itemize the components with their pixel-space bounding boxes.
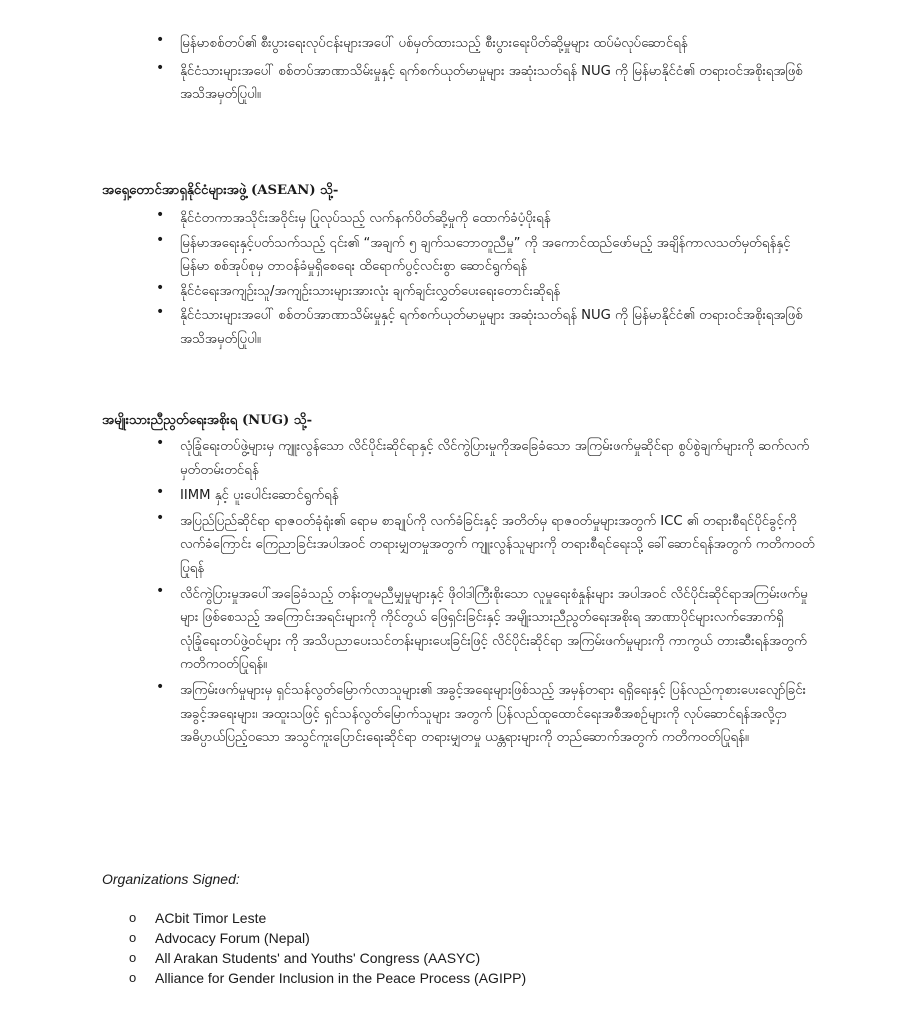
list-item: [156, 435, 820, 482]
asean-heading: အရှေ့တောင်အာရှနိုင်ငံများအဖွဲ့ (ASEAN) သို့-: [102, 183, 339, 198]
hollow-bullet-icon: o: [129, 910, 137, 925]
bullet-icon: •: [156, 582, 165, 599]
bullet-icon: •: [156, 435, 165, 451]
nug-heading: အမျိုးသားညီညွတ်ရေးအစိုးရ (NUG) သို့-: [102, 413, 313, 428]
list-item: [156, 32, 820, 56]
list-item-text: နိုင်ငံသားများအပေါ် စစ်တပ်အာဏာသိမ်းမှုနှင့် ရက်စက်ယုတ်မာမှုများ အဆုံးသတ်ရန် NUG ကို မြန်မာနိုင်ငံ၏ တရားဝင်အစိုးရအဖြစ်အသိအမှတ်ပြုပါ။: [180, 308, 803, 347]
hollow-bullet-icon: o: [129, 930, 137, 945]
bullet-icon: •: [156, 231, 165, 248]
bullet-icon: •: [156, 279, 165, 296]
bullet-icon: •: [156, 207, 165, 223]
organizations-list: [129, 908, 527, 988]
organization-name: ACbit Timor Leste: [155, 910, 267, 926]
list-item: [156, 59, 820, 107]
list-item-text: နိုင်ငံသားများအပေါ် စစ်တပ်အာဏာသိမ်းမှုနှင့် ရက်စက်ယုတ်မာမှုများ အဆုံးသတ်ရန် NUG ကို မြန်မာနိုင်ငံ၏ တရားဝင်အစိုးရအဖြစ်အသိအမှတ်ပြုပါ။: [180, 63, 803, 103]
organization-item: [129, 948, 526, 968]
asean-bullet-list: [156, 207, 820, 353]
bullet-icon: •: [156, 59, 165, 76]
intro-bullet-list: [156, 32, 820, 111]
list-item-text: အပြည်ပြည်ဆိုင်ရာ ရာဇဝတ်ခုံရုံး၏ ရောမ စာချုပ်ကို လက်ခံခြင်းနှင့် အတိတ်မှ ရာဇဝတ်မှုများအတွက် ICC ၏ တရားစီရင်ပိုင်ခွင့်ကို လက်ခံကြောင်း ကြေညာခြင်းအပါအဝင် တရားမျှတမှုအတွက် ကျူးလွန်သူများကို တရားစီရင်ရေးသို့ ခေါ်ဆောင်ရန်အတွက် ကတိကဝတ်ပြုရန်: [180, 513, 815, 576]
list-item-text: မြန်မာအရေးနှင့်ပတ်သက်သည့် ၎င်း၏ “အချက် ၅ ချက်သဘောတူညီမှု” ကို အကောင်ထည်ဖော်မည့် အချိန်ကာလသတ်မှတ်ရန်နှင့် မြန်မာ စစ်အုပ်စုမှ တာဝန်ခံမှုရှိစေရေး ထိရောက်ပွင့်လင်းစွာ ဆောင်ရွက်ရန်: [180, 235, 791, 275]
organization-name: Advocacy Forum (Nepal): [155, 930, 310, 946]
list-item-text: IIMM နှင့် ပူးပေါင်းဆောင်ရွက်ရန်: [180, 488, 339, 504]
list-item: [156, 678, 820, 750]
list-item: [156, 582, 820, 677]
hollow-bullet-icon: o: [129, 950, 137, 965]
list-item: [156, 207, 820, 231]
list-item-text: လုံခြုံရေးတပ်ဖွဲ့များမှ ကျူးလွန်သော လိင်ပိုင်းဆိုင်ရာနှင့် လိင်ကွဲပြားမှုကိုအခြေခံသော အကြမ်းဖက်မှုဆိုင်ရာ စွပ်စွဲချက်များကို ဆက်လက်မှတ်တမ်းတင်ရန်: [180, 439, 810, 478]
list-item-text: လိင်ကွဲပြားမှုအပေါ်အခြေခံသည့် တန်းတူမညီမျှမှုများနှင့် ဖိုဝါဒါကြီးစိုးသော လူမှုရေးစံနှုန်းများ အပါအဝင် လိင်ပိုင်းဆိုင်ရာအကြမ်းဖက်မှုများ ဖြစ်စေသည့် အကြောင်းအရင်းများကို ကိုင်တွယ် ဖြေရှင်းခြင်းနှင့် အမျိုးသားညီညွတ်ရေးအစိုးရ အာဏာပိုင်များလက်အောက်ရှိ လုံခြုံရေးတပ်ဖွဲ့ဝင်များ ကို အသိပညာပေးသင်တန်းများပေးခြင်းဖြင့် လိင်ပိုင်းဆိုင်ရာ အကြမ်းဖက်မှုများကို ကာကွယ် တားဆီးရန်အတွက် ကတိကဝတ်ပြုရန်။: [180, 586, 808, 673]
bullet-icon: •: [156, 678, 165, 695]
bullet-icon: •: [156, 304, 165, 321]
list-item-text: အကြမ်းဖက်မှုများမှ ရှင်သန်လွတ်မြောက်လာသူများ၏ အခွင့်အရေးများဖြစ်သည့် အမှန်တရား ရရှိရေးနှင့် ပြန်လည်ကုစားပေးလျော်ခြင်း အခွင့်အရေးများ၊ အထူးသဖြင့် ရှင်သန်လွတ်မြောက်သူများ အတွက် ပြန်လည်ထူထောင်ရေးအစီအစဉ်များကို လုပ်ဆောင်ရန်အလို့ငှာ အဓိပ္ပာယ်ပြည့်ဝသော အသွင်ကူးပြောင်းရေးဆိုင်ရာ တရားမျှတမှု ယန္တရားများကို တည်ဆောက်အတွက် ကတိကဝတ်ပြုရန်။: [180, 682, 807, 746]
list-item-text: နိုင်ငံတကာအသိုင်းအဝိုင်းမှ ပြုလုပ်သည့် လက်နက်ပိတ်ဆို့မှုကို ထောက်ခံပံ့ပိုးရန်: [180, 211, 551, 226]
bullet-icon: •: [156, 484, 165, 501]
hollow-bullet-icon: o: [129, 970, 137, 985]
organization-name: All Arakan Students' and Youths' Congress (AASYC): [155, 950, 481, 966]
organization-name: Alliance for Gender Inclusion in the Peace Process (AGIPP): [155, 970, 527, 986]
organization-item: [129, 928, 526, 948]
organization-item: [129, 908, 526, 928]
list-item: [156, 279, 820, 304]
organizations-title: Organizations Signed:: [102, 871, 240, 887]
list-item-text: နိုင်ငံရေးအကျဉ်းသူ/အကျဉ်းသားများအားလုံး ချက်ချင်းလွှတ်ပေးရေးတောင်းဆိုရန်: [180, 283, 561, 299]
list-item: [156, 509, 820, 581]
list-item: [156, 231, 820, 279]
bullet-icon: •: [156, 32, 165, 48]
list-item: [156, 304, 820, 351]
nug-bullet-list: [156, 435, 820, 752]
organization-item: [129, 968, 527, 988]
bullet-icon: •: [156, 509, 165, 526]
list-item-text: မြန်မာစစ်တပ်၏ စီးပွားရေးလုပ်ငန်းများအပေါ် ပစ်မှတ်ထားသည့် စီးပွားရေးပိတ်ဆို့မှုများ ထပ်မံလုပ်ဆောင်ရန်: [180, 36, 688, 51]
list-item: [156, 484, 820, 508]
